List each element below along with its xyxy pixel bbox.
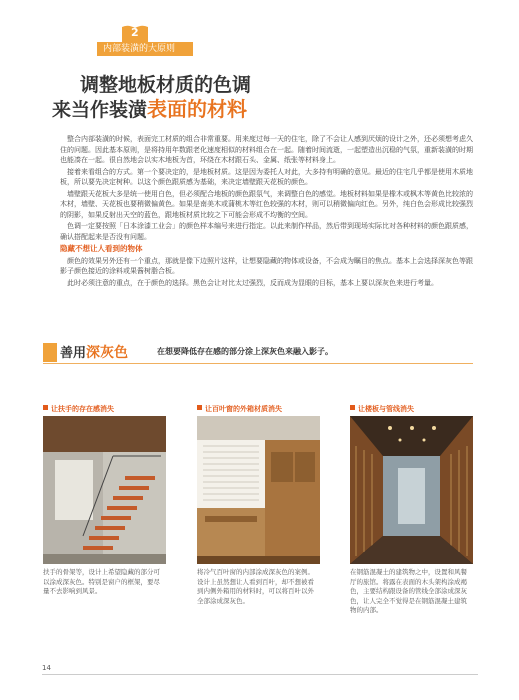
body-paragraph-3: 墙壁跟天花板大多是统一使用白色，但必须配合地板的颜色跟氛气，来调整白色的感觉。地板材料如果是橡木或枫木等黄色比较浓的木材，墙壁、天花板也要稍微偏黄色。如果是南美木或蒲桃木等红色较强的木材，则可以稍微偏向红色。另外，纯白色会形成比较强烈的阴影，如果反射出天空的蓝色，跟地板材质比较之下可能会形成不均衡的空间。: [60, 189, 473, 219]
section-number: 2: [131, 26, 139, 39]
body-text: [60, 134, 475, 289]
section-title-plain: 善用: [60, 346, 87, 361]
section-divider: [43, 363, 473, 364]
body-paragraph-4: 色调一定要按照「日本涂漆工业会」的颜色样本编号来进行指定。以此来制作样品，然后带到现场实际比对各种材料的颜色跟质感，确认搭配起来是否没有问题。: [60, 222, 473, 241]
body-paragraph-5: 颜色的效果另外还有一个重点，那就是像下边照片这样，让想要隐藏的物体或设备，不会成为瞩目的焦点。基本上会选择深灰色等跟影子颜色接近的涂料或果酱树脂合板。: [60, 256, 473, 275]
corridor-photo: [350, 416, 473, 564]
page-title-line2: [52, 93, 432, 122]
column-2-caption: 将冷气百叶窗的内部涂成深灰色的案例。设计上虽然想让人看到百叶，却不想被看到内侧外箱用的材料时，可以将百叶以外全部涂成深灰色。: [197, 568, 314, 605]
footer-divider: [42, 674, 478, 675]
section-label: 内部装潢的大原则: [97, 42, 193, 56]
staircase-photo: [43, 416, 166, 564]
bullet-icon: [350, 405, 355, 410]
section-title: [60, 342, 128, 362]
section-marker: [43, 343, 57, 362]
body-paragraph-1: 整合内部装潢的时候，表面完工材质的组合非常重要。用来度过每一天的住宅，除了不会让人感到厌烦的设计之外，还必须想考虑久住的问题。因此基本原则，是将持用年数跟老化速度相似的材料组合在一起。随着时间流逝，一起塑造出沉稳的气氛，重新装潢的时期也能凑在一起。很自然地会以实木地板为首，环绕在木材跟石头、金属、纸张等材料身上。: [60, 135, 473, 164]
page-title-line2-plain: 来当作装潢: [52, 99, 148, 121]
column-3-heading: 让楼板与管线消失: [350, 404, 414, 414]
page-title-line1: 调整地板材质的色调: [80, 74, 252, 96]
page-title-line2-accent: 表面的材料: [147, 97, 248, 121]
body-subheading: 隐藏不想让人看到的物体: [60, 244, 143, 253]
page-number: 14: [42, 664, 51, 672]
bullet-icon: [43, 405, 48, 410]
section-subtitle: 在想要降低存在感的部分涂上深灰色来融入影子。: [157, 347, 333, 356]
body-paragraph-2: 接着来看组合的方式。第一个要决定的，是地板材质。这是因为委托人对此，大多持有明确的意见。最近的住宅几乎都是使用木质地板，所以要先决定树种。以这个颜色跟质感为基础，来决定墙壁跟天花板的颜色。: [60, 167, 473, 186]
column-1-heading: 让扶手的存在感消失: [43, 404, 114, 414]
column-2-heading: 让百叶窗的外箱材质消失: [197, 404, 282, 414]
bullet-icon: [197, 405, 202, 410]
louver-room-photo: [197, 416, 320, 564]
body-paragraph-6: 此时必须注意的重点，在于颜色的选择。黑色会让对比太过强烈，反而成为显眼的目标，基本上要以深灰色来进行考量。: [67, 278, 438, 287]
column-3-caption: 在钢筋混凝土的建筑物之中，设置和风餐厅的旅馆。将露在表面的木头架构涂成褐色，主要结构跟设备的管线全部涂成深灰色，让人完全不觉得是在钢筋混凝土建筑物的内部。: [350, 568, 467, 614]
column-1-caption: 扶手的骨架等，设计上希望隐藏的部分可以涂成深灰色。特别是窗户的框架，要尽量不去影响到风景。: [43, 568, 160, 595]
section-title-accent: 深灰色: [86, 345, 129, 361]
